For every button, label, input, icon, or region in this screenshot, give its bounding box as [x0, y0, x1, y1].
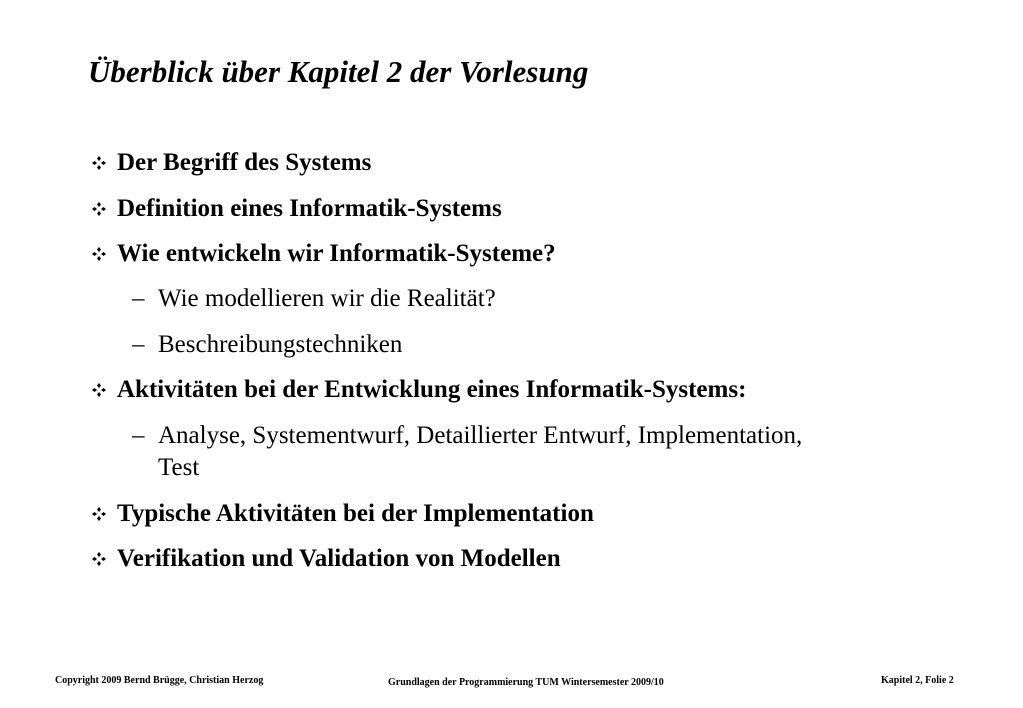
- bullet-text: Aktivitäten bei der Entwicklung eines Informatik-Systems:: [117, 376, 747, 403]
- sub-item-dash: –: [132, 331, 145, 358]
- sub-item: [132, 420, 802, 484]
- sub-item-text: Beschreibungstechniken: [158, 331, 403, 358]
- sub-item-continuation: Test: [158, 454, 200, 481]
- footer-course: Grundlagen der Programmierung TUM Wintersemester 2009/10: [388, 677, 664, 688]
- four-diamond-bullet-icon: [92, 383, 106, 397]
- four-diamond-bullet-icon: [92, 552, 106, 566]
- sub-item: [132, 329, 402, 361]
- sub-item-text: Analyse, Systementwurf, Detaillierter Entwurf, Implementation,: [158, 422, 803, 449]
- four-diamond-bullet-icon: [92, 247, 106, 261]
- sub-item-text: Wie modellieren wir die Realität?: [158, 285, 496, 312]
- sub-item: [132, 283, 496, 315]
- bullet-text: Definition eines Informatik-Systems: [117, 195, 502, 222]
- sub-item-dash: –: [132, 422, 145, 449]
- bullet-text: Der Begriff des Systems: [117, 149, 372, 176]
- bullet-text: Verifikation und Validation von Modellen: [117, 545, 561, 572]
- four-diamond-bullet-icon: [92, 507, 106, 521]
- bullet-text: Wie entwickeln wir Informatik-Systeme?: [117, 240, 556, 267]
- footer-copyright: Copyright 2009 Bernd Brügge, Christian Herzog: [55, 675, 264, 686]
- bullet-text: Typische Aktivitäten bei der Implementation: [117, 500, 594, 527]
- four-diamond-bullet-icon: [92, 202, 106, 216]
- four-diamond-bullet-icon: [92, 156, 106, 170]
- footer-page-number: Kapitel 2, Folie 2: [881, 675, 954, 686]
- slide-title: Überblick über Kapitel 2 der Vorlesung: [88, 54, 589, 89]
- sub-item-dash: –: [132, 285, 145, 312]
